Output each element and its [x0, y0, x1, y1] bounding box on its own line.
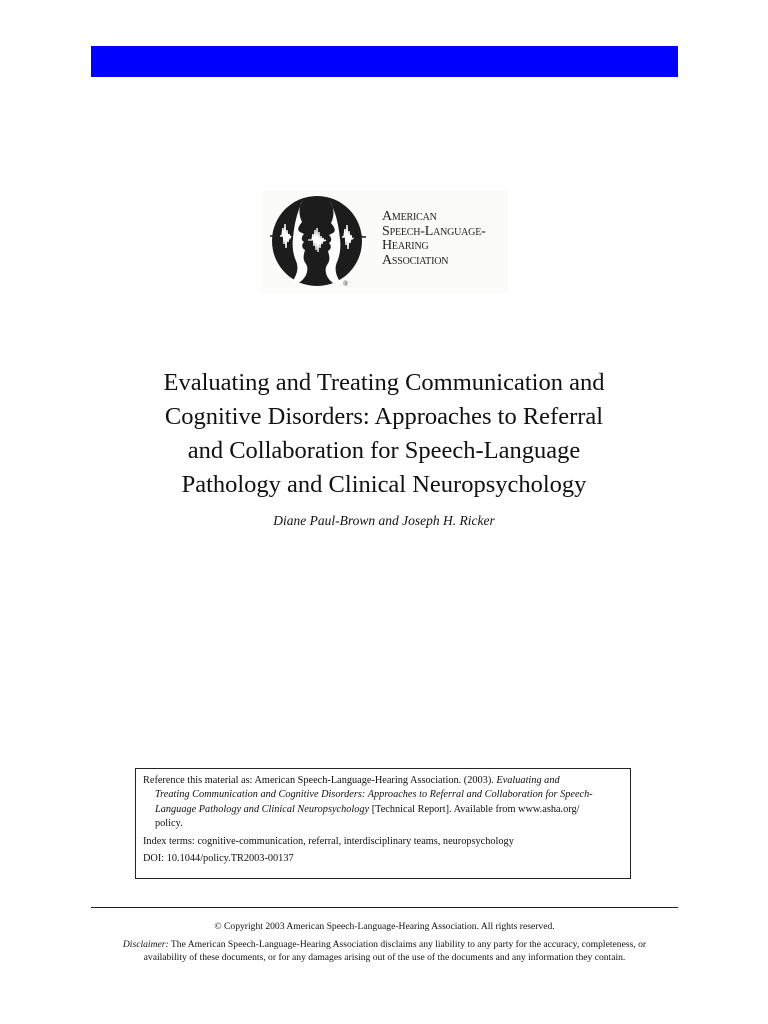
disclaimer-text: The American Speech-Language-Hearing Association disclaims any liability to any party for the accuracy, completeness, or [168, 939, 647, 950]
org-name-line: Speech-Language- [382, 223, 486, 239]
doi: DOI: 10.1044/policy.TR2003-00137 [143, 853, 294, 865]
reference-box [135, 768, 631, 879]
citation-line: policy. [155, 818, 183, 830]
citation-line [143, 774, 621, 788]
asha-logo [262, 190, 508, 293]
citation-lead: Reference this material as: American Speech-Language-Hearing Association. (2003). [143, 775, 497, 786]
disclaimer-line [91, 938, 678, 951]
org-name [382, 210, 486, 268]
citation-line [143, 788, 621, 802]
citation-title: Treating Communication and Cognitive Disorders: Approaches to Referral and Collaboration for Speech- [155, 789, 593, 801]
title-line: Pathology and Clinical Neuropsychology [181, 471, 587, 498]
citation-title: Evaluating and [496, 775, 560, 786]
footer-divider [91, 907, 678, 908]
org-name-line: American [382, 209, 437, 224]
disclaimer-line: availability of these documents, or for any damages arising out of the use of the documents and any information they contain. [143, 952, 626, 964]
org-name-line: Association [382, 252, 449, 268]
citation-line [143, 803, 621, 817]
document-title [100, 366, 668, 502]
index-terms: Index terms: cognitive-communication, referral, interdisciplinary teams, neuropsychology [143, 835, 514, 847]
disclaimer [91, 938, 678, 964]
title-line: Cognitive Disorders: Approaches to Referral [164, 403, 604, 430]
citation-source: [Technical Report]. Available from www.asha.org/ [369, 803, 580, 815]
title-line: Evaluating and Treating Communication and [163, 369, 605, 396]
registered-mark: ® [343, 280, 349, 288]
copyright-notice: © Copyright 2003 American Speech-Language-Hearing Association. All rights reserved. [214, 921, 555, 932]
header-bar [91, 46, 678, 77]
org-name-line: Hearing [382, 238, 429, 253]
authors: Diane Paul-Brown and Joseph H. Ricker [273, 513, 495, 528]
title-line: and Collaboration for Speech-Language [187, 437, 581, 464]
disclaimer-label: Disclaimer: [122, 939, 169, 950]
citation-title: Language Pathology and Clinical Neuropsychology [155, 803, 370, 815]
